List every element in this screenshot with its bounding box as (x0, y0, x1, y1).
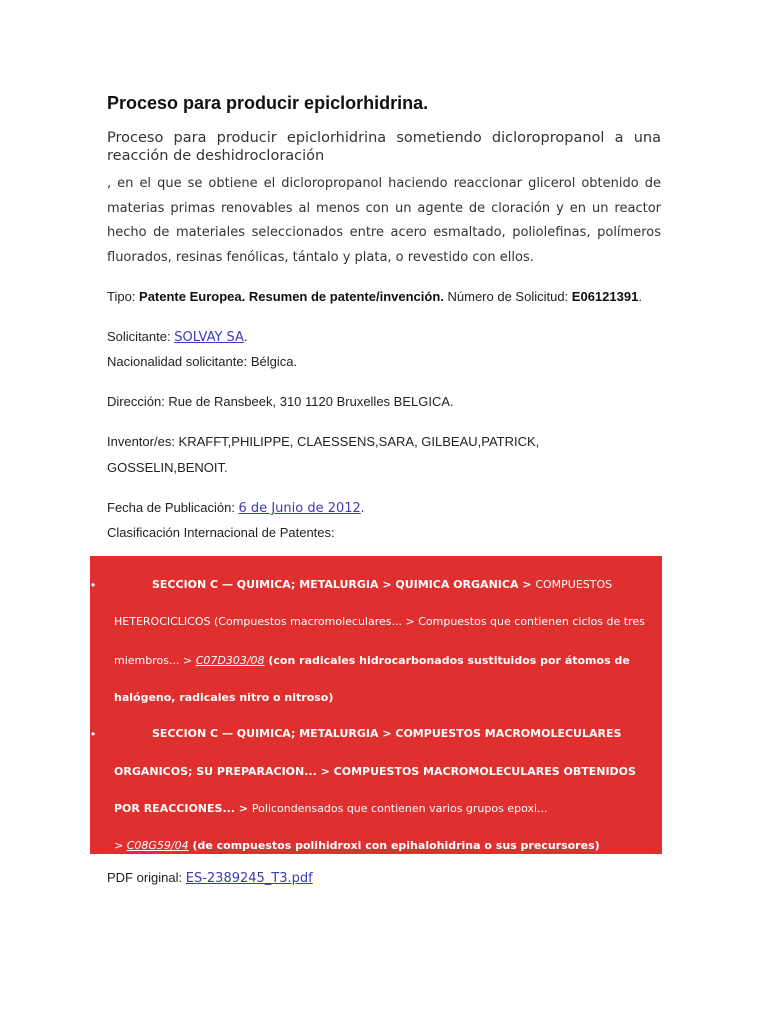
direccion-line (107, 389, 667, 415)
classification-2-line-1 (152, 727, 621, 740)
pdf-link[interactable]: ES-2389245_T3.pdf (185, 871, 313, 886)
classification-2-arrow: > (114, 839, 127, 852)
classification-1-path-3: miembros... > (114, 654, 196, 667)
bullet-icon: • (91, 578, 96, 592)
clasificacion-label: Clasificación Internacional de Patentes: (107, 525, 335, 540)
classification-1-path-normal: COMPUESTOS (535, 578, 613, 591)
inventor-names-2: GOSSELIN,BENOIT. (107, 460, 228, 475)
classification-2-desc: (de compuestos polihidroxi con epihalohidrina o sus precursores) (188, 839, 600, 852)
fecha-link[interactable]: 6 de Junio de 2012 (238, 501, 361, 516)
classification-1-line-2 (114, 615, 645, 628)
classification-1-path-bold: SECCION C — QUIMICA; METALURGIA > QUIMICA ORGANICA > (152, 578, 536, 591)
classification-2-line-2 (114, 765, 636, 778)
tipo-value: Patente Europea. Resumen de patente/invención. (139, 289, 444, 304)
classification-2-path-3: POR REACCIONES... > (114, 802, 252, 815)
classification-2-path-2: ORGANICOS; SU PREPARACION... > COMPUESTOS MACROMOLECULARES OBTENIDOS (114, 765, 636, 778)
direccion-label: Dirección: (107, 394, 169, 409)
nacionalidad-value: Bélgica. (250, 354, 298, 369)
classification-1-desc-2: halógeno, radicales nitro o nitroso) (114, 691, 334, 704)
direccion-value: Rue de Ransbeek, 310 1120 Bruxelles BELGICA. (168, 394, 454, 409)
inventor-line-1 (107, 429, 667, 455)
page-title: Proceso para producir epiclorhidrina. (107, 93, 429, 113)
classification-block (90, 556, 662, 854)
fecha-label: Fecha de Publicación: (107, 500, 239, 515)
solicitante-end: . (243, 329, 248, 344)
numero-label: Número de Solicitud: (443, 289, 572, 304)
pdf-line (107, 870, 313, 886)
tipo-label: Tipo: (107, 289, 140, 304)
classification-2-line-4 (114, 839, 600, 852)
classification-1-code-link[interactable]: C07D303/08 (195, 654, 265, 667)
tipo-line (107, 284, 667, 310)
classification-2-line-3 (114, 802, 548, 815)
nacionalidad-line (107, 349, 667, 375)
subtitle: Proceso para producir epiclorhidrina sometiendo dicloropropanol a una reacción de deshidrocloración (107, 130, 661, 164)
inventor-label: Inventor/es: (107, 434, 179, 449)
classification-1-line-3 (114, 654, 630, 667)
classification-2-path-1: SECCION C — QUIMICA; METALURGIA > COMPUESTOS MACROMOLECULARES (152, 727, 622, 740)
solicitante-link[interactable]: SOLVAY SA (174, 330, 244, 345)
classification-2-code-link[interactable]: C08G59/04 (126, 839, 189, 852)
solicitante-label: Solicitante: (107, 329, 175, 344)
classification-1-line-1 (152, 578, 612, 591)
classification-1-desc: (con radicales hidrocarbonados sustituidos por átomos de (264, 654, 630, 667)
classification-1-path-2: HETEROCICLICOS (Compuestos macromoleculares... > Compuestos que contienen ciclos de tres (114, 615, 645, 628)
fecha-end: . (360, 500, 365, 515)
solicitante-line (107, 324, 667, 351)
classification-1-line-4 (114, 691, 333, 704)
pdf-label: PDF original: (107, 870, 186, 885)
tipo-end: . (638, 289, 642, 304)
fecha-line (107, 495, 667, 522)
inventor-line-2 (107, 455, 667, 481)
nacionalidad-label: Nacionalidad solicitante: (107, 354, 251, 369)
classification-2-path-3-normal: Policondensados que contienen varios grupos epoxi... (251, 802, 548, 815)
intro-paragraph: , en el que se obtiene el dicloropropanol haciendo reaccionar glicerol obtenido de materias primas renovables al menos con un agente de cloración y en un reactor hecho de materiales seleccionados entre acero esmaltado, poliolefinas, polímeros fluorados, resinas fenólicas, tántalo y plata, o revestido con ellos. (107, 176, 661, 266)
inventor-names-1: KRAFFT,PHILIPPE, CLAESSENS,SARA, GILBEAU,PATRICK, (178, 434, 540, 449)
numero-value: E06121391 (571, 289, 639, 304)
bullet-icon: • (91, 727, 96, 741)
